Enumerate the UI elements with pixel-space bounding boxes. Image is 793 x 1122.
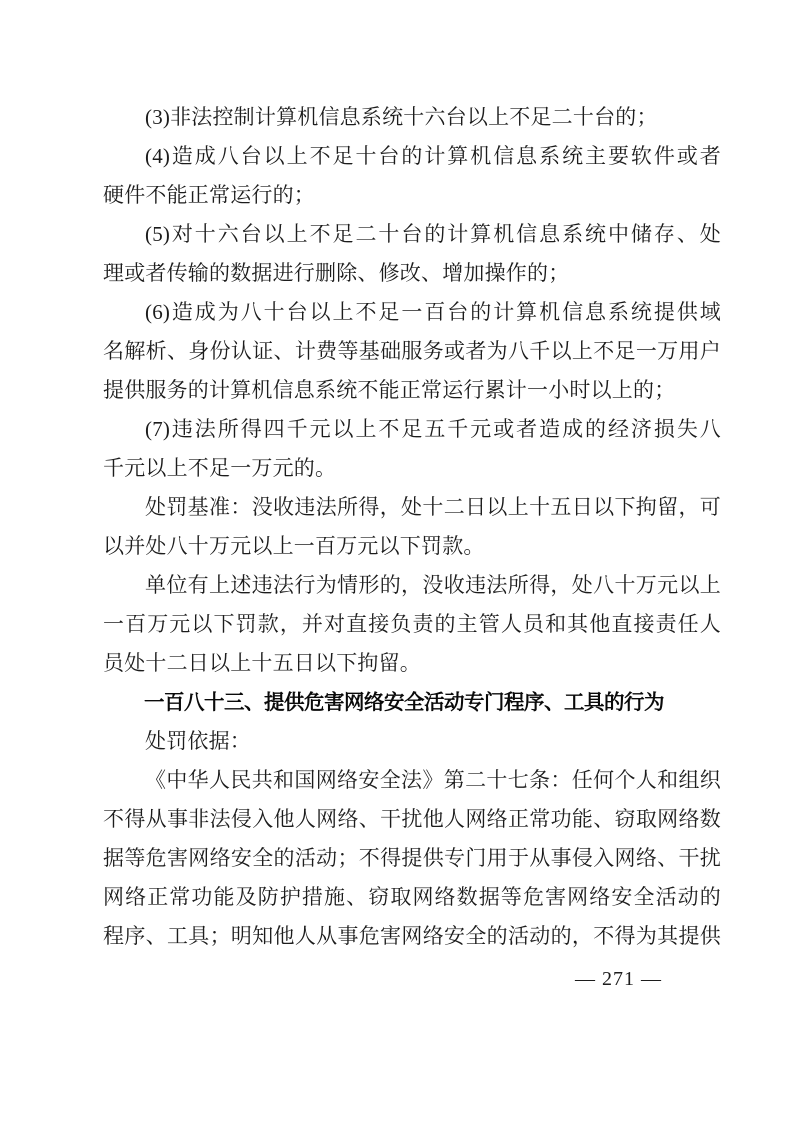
- text-line: 不得从事非法侵入他人网络、干扰他人网络正常功能、窃取网络数: [103, 807, 721, 831]
- text-line: 据等危害网络安全的活动；不得提供专门用于从事侵入网络、干扰: [103, 846, 721, 870]
- text-line: 名解析、身份认证、计费等基础服务或者为八千以上不足一万用户: [103, 339, 721, 363]
- text-line: 提供服务的计算机信息系统不能正常运行累计一小时以上的；: [103, 378, 676, 402]
- text-line: 千元以上不足一万元的。: [103, 456, 337, 480]
- text-line: (5)对十六台以上不足二十台的计算机信息系统中储存、处: [145, 222, 721, 246]
- text-line: 《中华人民共和国网络安全法》第二十七条：任何个人和组织: [145, 768, 721, 792]
- text-line: 单位有上述违法行为情形的，没收违法所得，处八十万元以上: [145, 573, 721, 597]
- text-line: 硬件不能正常运行的；: [103, 183, 315, 207]
- text-line: 程序、工具；明知他人从事危害网络安全的活动的，不得为其提供: [103, 924, 721, 948]
- text-line: 以并处八十万元以上一百万元以下罚款。: [103, 534, 485, 558]
- text-line: (7)违法所得四千元以上不足五千元或者造成的经济损失八: [145, 417, 721, 441]
- section-heading: 一百八十三、提供危害网络安全活动专门程序、工具的行为: [144, 691, 664, 714]
- text-line: 一百万元以下罚款，并对直接负责的主管人员和其他直接责任人: [103, 612, 721, 636]
- text-line: (3)非法控制计算机信息系统十六台以上不足二十台的；: [145, 105, 658, 129]
- text-line: 处罚基准：没收违法所得，处十二日以上十五日以下拘留，可: [145, 495, 721, 519]
- text-line: 网络正常功能及防护措施、窃取网络数据等危害网络安全活动的: [103, 885, 721, 909]
- page-footer: [0, 960, 793, 999]
- text-line: 处罚依据：: [145, 729, 251, 753]
- text-line: (6)造成为八十台以上不足一百台的计算机信息系统提供域: [145, 300, 721, 324]
- text-line: (4)造成八台以上不足十台的计算机信息系统主要软件或者: [145, 144, 721, 168]
- page-number: — 271 —: [575, 968, 662, 990]
- text-line: 理或者传输的数据进行删除、修改、增加操作的；: [103, 261, 570, 285]
- text-line: 员处十二日以上十五日以下拘留。: [103, 651, 421, 675]
